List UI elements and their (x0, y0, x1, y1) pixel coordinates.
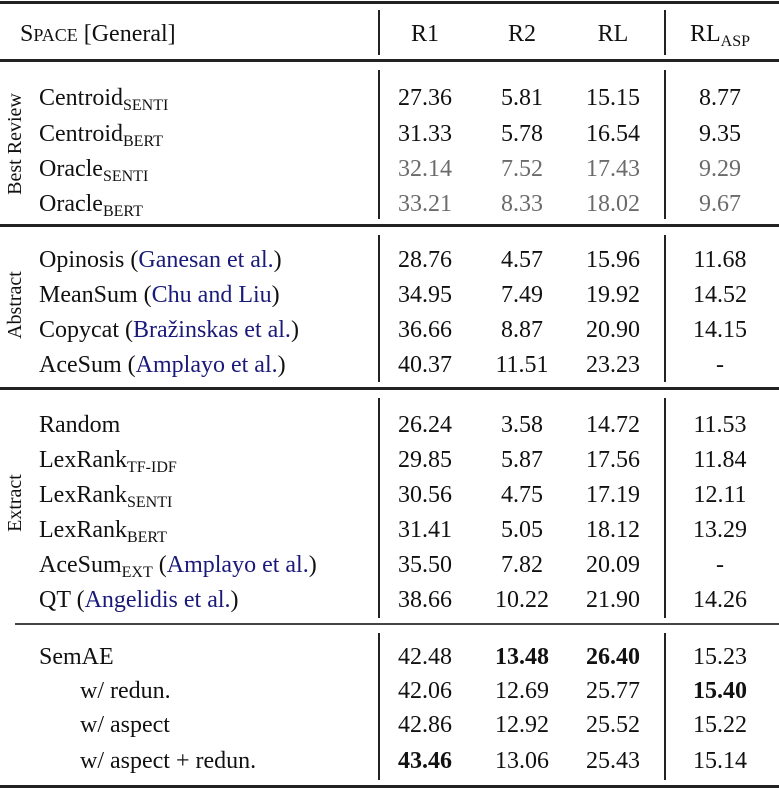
score-cell: 36.66 (398, 317, 452, 343)
score-cell: 7.49 (501, 282, 543, 308)
score-cell: 26.40 (586, 644, 640, 670)
score-cell: 5.87 (501, 447, 543, 473)
row-method (39, 410, 120, 440)
method-name: Oracle (39, 156, 103, 182)
method-name: LexRank (39, 517, 127, 543)
method-subscript: SENTI (126, 494, 173, 511)
score-cell: 27.36 (398, 85, 452, 111)
method-subscript: SENTI (102, 168, 149, 185)
score-cell: 8.77 (699, 85, 741, 111)
row-method: Copycat (Bražinskas et al.) (39, 317, 299, 343)
score-cell: 42.86 (398, 712, 452, 738)
column-header (380, 19, 470, 49)
score-cell: 15.22 (693, 712, 747, 738)
score-cell: 16.54 (586, 121, 640, 147)
score-cell: 43.46 (398, 748, 452, 774)
row-method (39, 119, 163, 149)
score-cell: 15.15 (586, 85, 640, 111)
score-cell: 11.68 (693, 247, 747, 273)
score-cell: 31.41 (398, 517, 452, 543)
column-header-main: R1 (410, 21, 439, 47)
citation-link[interactable]: Bražinskas et al. (132, 317, 291, 343)
score-cell: 23.23 (586, 352, 640, 378)
score-cell: 9.67 (699, 191, 741, 217)
score-cell: 5.78 (501, 121, 543, 147)
score-cell: 7.52 (501, 156, 543, 182)
score-cell: 14.72 (586, 412, 640, 438)
dataset-rest: PACE (33, 25, 78, 45)
row-method: MeanSum (Chu and Liu) (39, 282, 280, 308)
row-method (80, 676, 171, 706)
score-cell: 42.48 (398, 644, 452, 670)
method-subscript: EXT (121, 564, 153, 581)
row-method (80, 746, 256, 776)
score-cell: 15.96 (586, 247, 640, 273)
row-method: AceSum (Amplayo et al.) (39, 352, 286, 378)
score-cell: 34.95 (398, 282, 452, 308)
row-method (39, 480, 172, 510)
method-name: MeanSum (39, 282, 138, 308)
score-cell: 26.24 (398, 412, 452, 438)
score-cell: 10.22 (495, 587, 549, 613)
citation-link[interactable]: Ganesan et al. (138, 247, 274, 273)
score-cell: 28.76 (398, 247, 452, 273)
score-cell: 13.48 (495, 644, 549, 670)
method-name: Opinosis (39, 247, 125, 273)
best-review-rule (0, 224, 779, 227)
score-cell: 12.92 (495, 712, 549, 738)
method-name: SemAE (39, 644, 114, 670)
method-name: w/ aspect + redun. (80, 748, 257, 774)
row-method (39, 445, 177, 475)
score-cell: 25.52 (586, 712, 640, 738)
citation-link[interactable]: Amplayo et al. (135, 352, 278, 378)
score-cell: 15.14 (693, 748, 747, 774)
group-label: Abstract (4, 271, 26, 339)
vline-2 (664, 235, 666, 382)
score-cell: - (716, 552, 724, 578)
score-cell: 18.12 (586, 517, 640, 543)
abstract-rule (0, 387, 779, 390)
score-cell: 19.92 (586, 282, 640, 308)
method-name: Centroid (39, 121, 123, 147)
column-header (568, 19, 658, 49)
score-cell: 17.19 (586, 482, 640, 508)
score-cell: 21.90 (586, 587, 640, 613)
method-name: Oracle (39, 191, 103, 217)
citation-link[interactable]: Angelidis et al. (84, 587, 231, 613)
score-cell: 32.14 (398, 156, 452, 182)
score-cell: 9.29 (699, 156, 741, 182)
method-name: LexRank (39, 482, 127, 508)
row-method (80, 710, 170, 740)
score-cell: 25.77 (586, 678, 640, 704)
column-header-sub: ASP (720, 33, 751, 50)
score-cell: 13.06 (495, 748, 549, 774)
method-name: Copycat (39, 317, 119, 343)
score-cell: 20.90 (586, 317, 640, 343)
method-subscript: TF-IDF (126, 459, 177, 476)
group-label: Best Review (4, 93, 26, 195)
score-cell: 38.66 (398, 587, 452, 613)
score-cell: 4.57 (501, 247, 543, 273)
score-cell: 5.81 (501, 85, 543, 111)
score-cell: 33.21 (398, 191, 452, 217)
score-cell: 15.40 (693, 678, 747, 704)
score-cell: 7.82 (501, 552, 543, 578)
score-cell: 9.35 (699, 121, 741, 147)
score-cell: 35.50 (398, 552, 452, 578)
method-name: w/ redun. (80, 678, 171, 704)
method-subscript: BERT (123, 133, 163, 150)
score-cell: 12.11 (693, 482, 747, 508)
header-rule (0, 59, 779, 62)
score-cell: 29.85 (398, 447, 452, 473)
row-method (39, 515, 167, 545)
citation-link[interactable]: Amplayo et al. (166, 552, 309, 578)
score-cell: 8.87 (501, 317, 543, 343)
row-method (39, 189, 143, 219)
dataset-header (20, 19, 176, 50)
method-name: Random (39, 412, 121, 438)
top-rule (0, 1, 779, 4)
score-cell: 11.51 (495, 352, 549, 378)
score-cell: 18.02 (586, 191, 640, 217)
score-cell: 14.15 (693, 317, 747, 343)
row-method (39, 83, 168, 113)
vline-2 (664, 633, 666, 780)
score-cell: 40.37 (398, 352, 452, 378)
score-cell: 30.56 (398, 482, 452, 508)
score-cell: 42.06 (398, 678, 452, 704)
extract-rule (15, 623, 779, 625)
score-cell: 11.53 (693, 412, 747, 438)
method-name: LexRank (39, 447, 127, 473)
dataset-initial: S (20, 21, 34, 47)
method-name: AceSum (39, 352, 122, 378)
column-header-main: RL (597, 21, 629, 47)
score-cell: 4.75 (501, 482, 543, 508)
score-cell: 5.05 (501, 517, 543, 543)
score-cell: 3.58 (501, 412, 543, 438)
row-method: Opinosis (Ganesan et al.) (39, 247, 282, 273)
bottom-rule (0, 785, 779, 788)
method-subscript: SENTI (123, 97, 169, 114)
score-cell: 31.33 (398, 121, 452, 147)
method-name: Centroid (39, 85, 123, 111)
score-cell: 25.43 (586, 748, 640, 774)
score-cell: 20.09 (586, 552, 640, 578)
method-subscript: BERT (102, 203, 143, 220)
method-name: AceSum (39, 552, 122, 578)
score-cell: 17.56 (586, 447, 640, 473)
column-header (675, 19, 765, 49)
vline-2 (664, 70, 666, 219)
method-name: QT (39, 587, 71, 613)
group-label: Extract (4, 474, 26, 532)
score-cell: 15.23 (693, 644, 747, 670)
method-subscript: BERT (126, 529, 167, 546)
vline-2 (664, 398, 666, 618)
score-cell: 12.69 (495, 678, 549, 704)
score-cell: 11.84 (693, 447, 747, 473)
column-header-main: R2 (507, 21, 536, 47)
row-method (39, 154, 148, 184)
score-cell: 14.52 (693, 282, 747, 308)
method-name: w/ aspect (80, 712, 170, 738)
citation-link[interactable]: Chu and Liu (151, 282, 272, 308)
row-method (39, 642, 114, 672)
row-method: QT (Angelidis et al.) (39, 587, 239, 613)
score-cell: - (716, 352, 724, 378)
score-cell: 14.26 (693, 587, 747, 613)
vline-2 (664, 10, 666, 55)
score-cell: 8.33 (501, 191, 543, 217)
dataset-suffix: [General] (77, 21, 176, 47)
score-cell: 13.29 (693, 517, 747, 543)
column-header (477, 19, 567, 49)
row-method: AceSum$_{EXT}$ (Amplayo et al.) (39, 552, 317, 581)
score-cell: 17.43 (586, 156, 640, 182)
column-header-main: RL (689, 21, 721, 47)
